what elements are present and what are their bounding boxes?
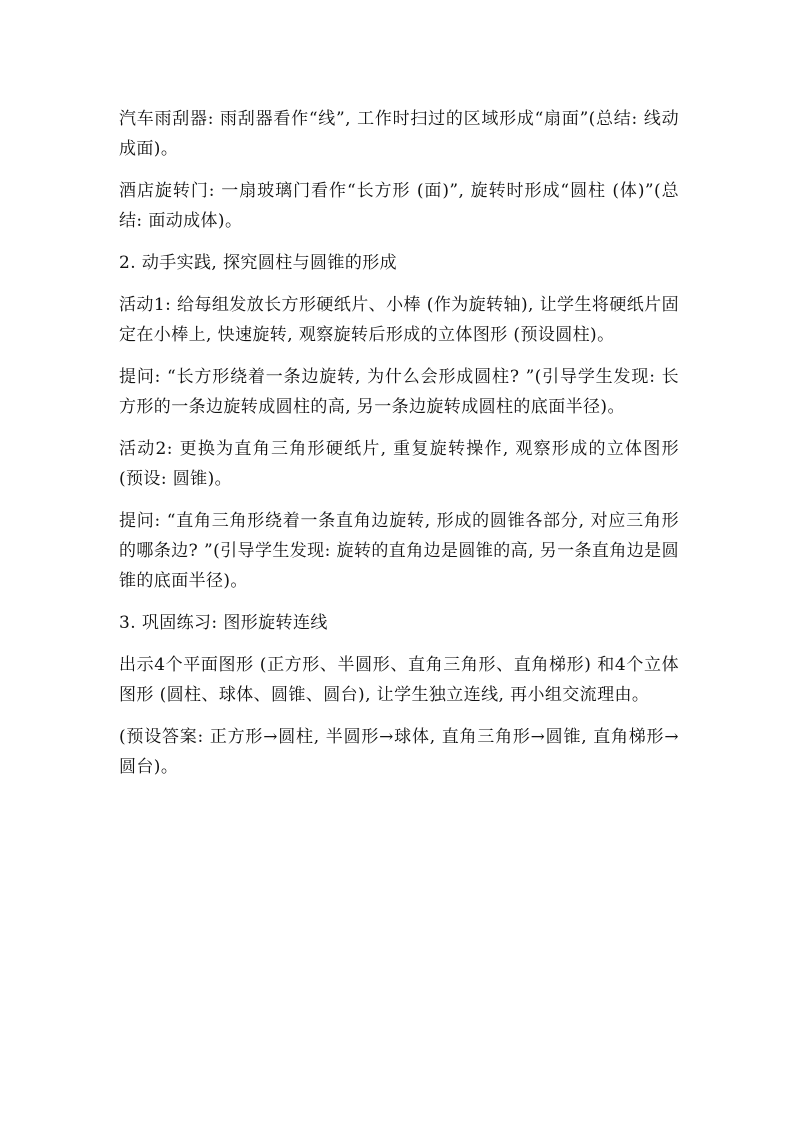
paragraph-activity-1: 活动1: 给每组发放长方形硬纸片、小棒 (作为旋转轴), 让学生将硬纸片固定在小棒上, 快速旋转, 观察旋转后形成的立体图形 (预设圆柱)。 <box>119 295 679 345</box>
paragraph-wiper-example: 汽车雨刮器: 雨刮器看作“线”, 工作时扫过的区域形成“扇面”(总结: 线动成面)。 <box>119 109 679 159</box>
paragraph-question-2: 提问: “直角三角形绕着一条直角边旋转, 形成的圆锥各部分, 对应三角形的哪条边? ”(引导学生发现: 旋转的直角边是圆锥的高, 另一条直角边是圆锥的底面半径)。 <box>119 511 679 591</box>
paragraph-question-1: 提问: “长方形绕着一条边旋转, 为什么会形成圆柱? ”(引导学生发现: 长方形的一条边旋转成圆柱的高, 另一条边旋转成圆柱的底面半径)。 <box>119 367 679 417</box>
section-heading-hands-on: 2. 动手实践, 探究圆柱与圆锥的形成 <box>119 253 398 273</box>
document-body <box>119 104 679 782</box>
paragraph-matching-exercise: 出示4个平面图形 (正方形、半圆形、直角三角形、直角梯形) 和4个立体图形 (圆柱、球体、圆锥、圆台), 让学生独立连线, 再小组交流理由。 <box>119 655 679 705</box>
paragraph-expected-answers: (预设答案: 正方形→圆柱, 半圆形→球体, 直角三角形→圆锥, 直角梯形→圆台)。 <box>119 727 679 777</box>
section-heading-practice: 3. 巩固练习: 图形旋转连线 <box>119 613 328 633</box>
paragraph-revolving-door-example: 酒店旋转门: 一扇玻璃门看作“长方形 (面)”, 旋转时形成“圆柱 (体)”(总结: 面动成体)。 <box>119 181 679 231</box>
paragraph-activity-2: 活动2: 更换为直角三角形硬纸片, 重复旋转操作, 观察形成的立体图形 (预设: 圆锥)。 <box>119 439 679 489</box>
